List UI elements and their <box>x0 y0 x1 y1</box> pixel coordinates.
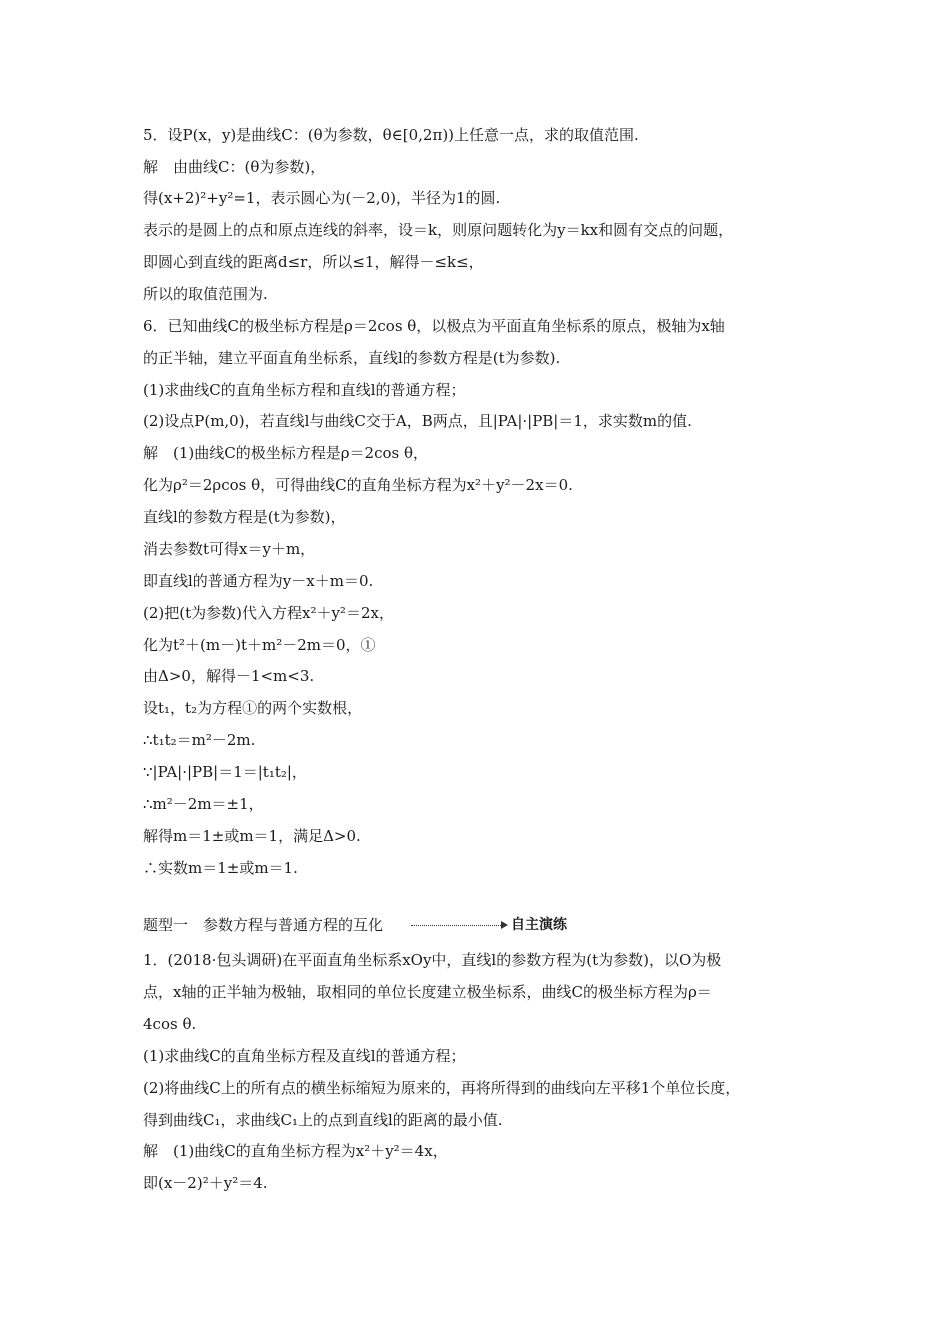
section-title: 题型一 参数方程与普通方程的互化 <box>143 916 384 934</box>
problem-6-statement: 的正半轴，建立平面直角坐标系，直线l的参数方程是(t为参数). <box>143 349 561 367</box>
solution-line: (2)把(t为参数)代入方程x²＋y²＝2x， <box>143 604 394 622</box>
solution-line: ∴m²－2m＝±1， <box>143 795 264 813</box>
problem-5-statement: 5．设P(x，y)是曲线C：(θ为参数，θ∈[0,2π))上任意一点，求的取值范围. <box>143 126 639 144</box>
solution-line: 得(x+2)²+y²=1，表示圆心为(－2,0)，半径为1的圆. <box>143 189 501 207</box>
solution-line: 即直线l的普通方程为y－x＋m＝0. <box>143 572 374 590</box>
problem-1-statement: 1．(2018·包头调研)在平面直角坐标系xOy中，直线l的参数方程为(t为参数)，以O为极 <box>143 951 722 969</box>
solution-line: 所以的取值范围为. <box>143 285 268 303</box>
problem-6-part-2: (2)设点P(m,0)，若直线l与曲线C交于A，B两点，且|PA|·|PB|＝1，求实数m的值. <box>143 412 692 430</box>
solution-line: 解 (1)曲线C的极坐标方程是ρ＝2cos θ， <box>143 444 429 462</box>
solution-line: 解 (1)曲线C的直角坐标方程为x²＋y²＝4x， <box>143 1142 448 1160</box>
solution-line: 化为ρ²＝2ρcos θ，可得曲线C的直角坐标方程为x²＋y²－2x＝0. <box>143 476 573 494</box>
solution-line: 直线l的参数方程是(t为参数)， <box>143 508 346 526</box>
problem-1-statement: 点，x轴的正半轴为极轴，取相同的单位长度建立极坐标系，曲线C的极坐标方程为ρ＝ <box>143 983 712 1001</box>
problem-1-part-2: 得到曲线C₁，求曲线C₁上的点到直线l的距离的最小值. <box>143 1111 503 1129</box>
solution-line: 由Δ>0，解得－1<m<3. <box>143 667 315 685</box>
arrow-right-icon <box>501 921 508 929</box>
dotted-leader <box>411 925 503 926</box>
solution-line: 消去参数t可得x＝y＋m， <box>143 540 316 558</box>
section-tag: 自主演练 <box>511 917 567 933</box>
problem-1-statement: 4cos θ. <box>143 1015 197 1033</box>
solution-line: 解 由曲线C：(θ为参数)， <box>143 158 326 176</box>
solution-line: ∴t₁t₂＝m²－2m. <box>143 731 256 749</box>
problem-1-part-2: (2)将曲线C上的所有点的横坐标缩短为原来的，再将所得到的曲线向左平移1个单位长度， <box>143 1079 741 1097</box>
solution-line: ∴实数m＝1±或m＝1. <box>143 859 298 877</box>
solution-line: 即(x－2)²＋y²＝4. <box>143 1174 268 1192</box>
problem-1-part-1: (1)求曲线C的直角坐标方程及直线l的普通方程； <box>143 1047 466 1065</box>
section-heading <box>143 914 813 936</box>
solution-line: 解得m＝1±或m＝1，满足Δ>0. <box>143 827 361 845</box>
solution-line: ∵|PA|·|PB|＝1＝|t₁t₂|， <box>143 763 307 781</box>
solution-line: 表示的是圆上的点和原点连线的斜率，设＝k，则原问题转化为y＝kx和圆有交点的问题， <box>143 221 734 239</box>
problem-6-part-1: (1)求曲线C的直角坐标方程和直线l的普通方程； <box>143 381 466 399</box>
solution-line: 设t₁，t₂为方程①的两个实数根， <box>143 699 363 717</box>
problem-6-statement: 6．已知曲线C的极坐标方程是ρ＝2cos θ，以极点为平面直角坐标系的原点，极轴为x轴 <box>143 317 725 335</box>
solution-line: 即圆心到直线的距离d≤r，所以≤1，解得－≤k≤， <box>143 253 484 271</box>
solution-line: 化为t²＋(m－)t＋m²－2m＝0，① <box>143 636 376 654</box>
